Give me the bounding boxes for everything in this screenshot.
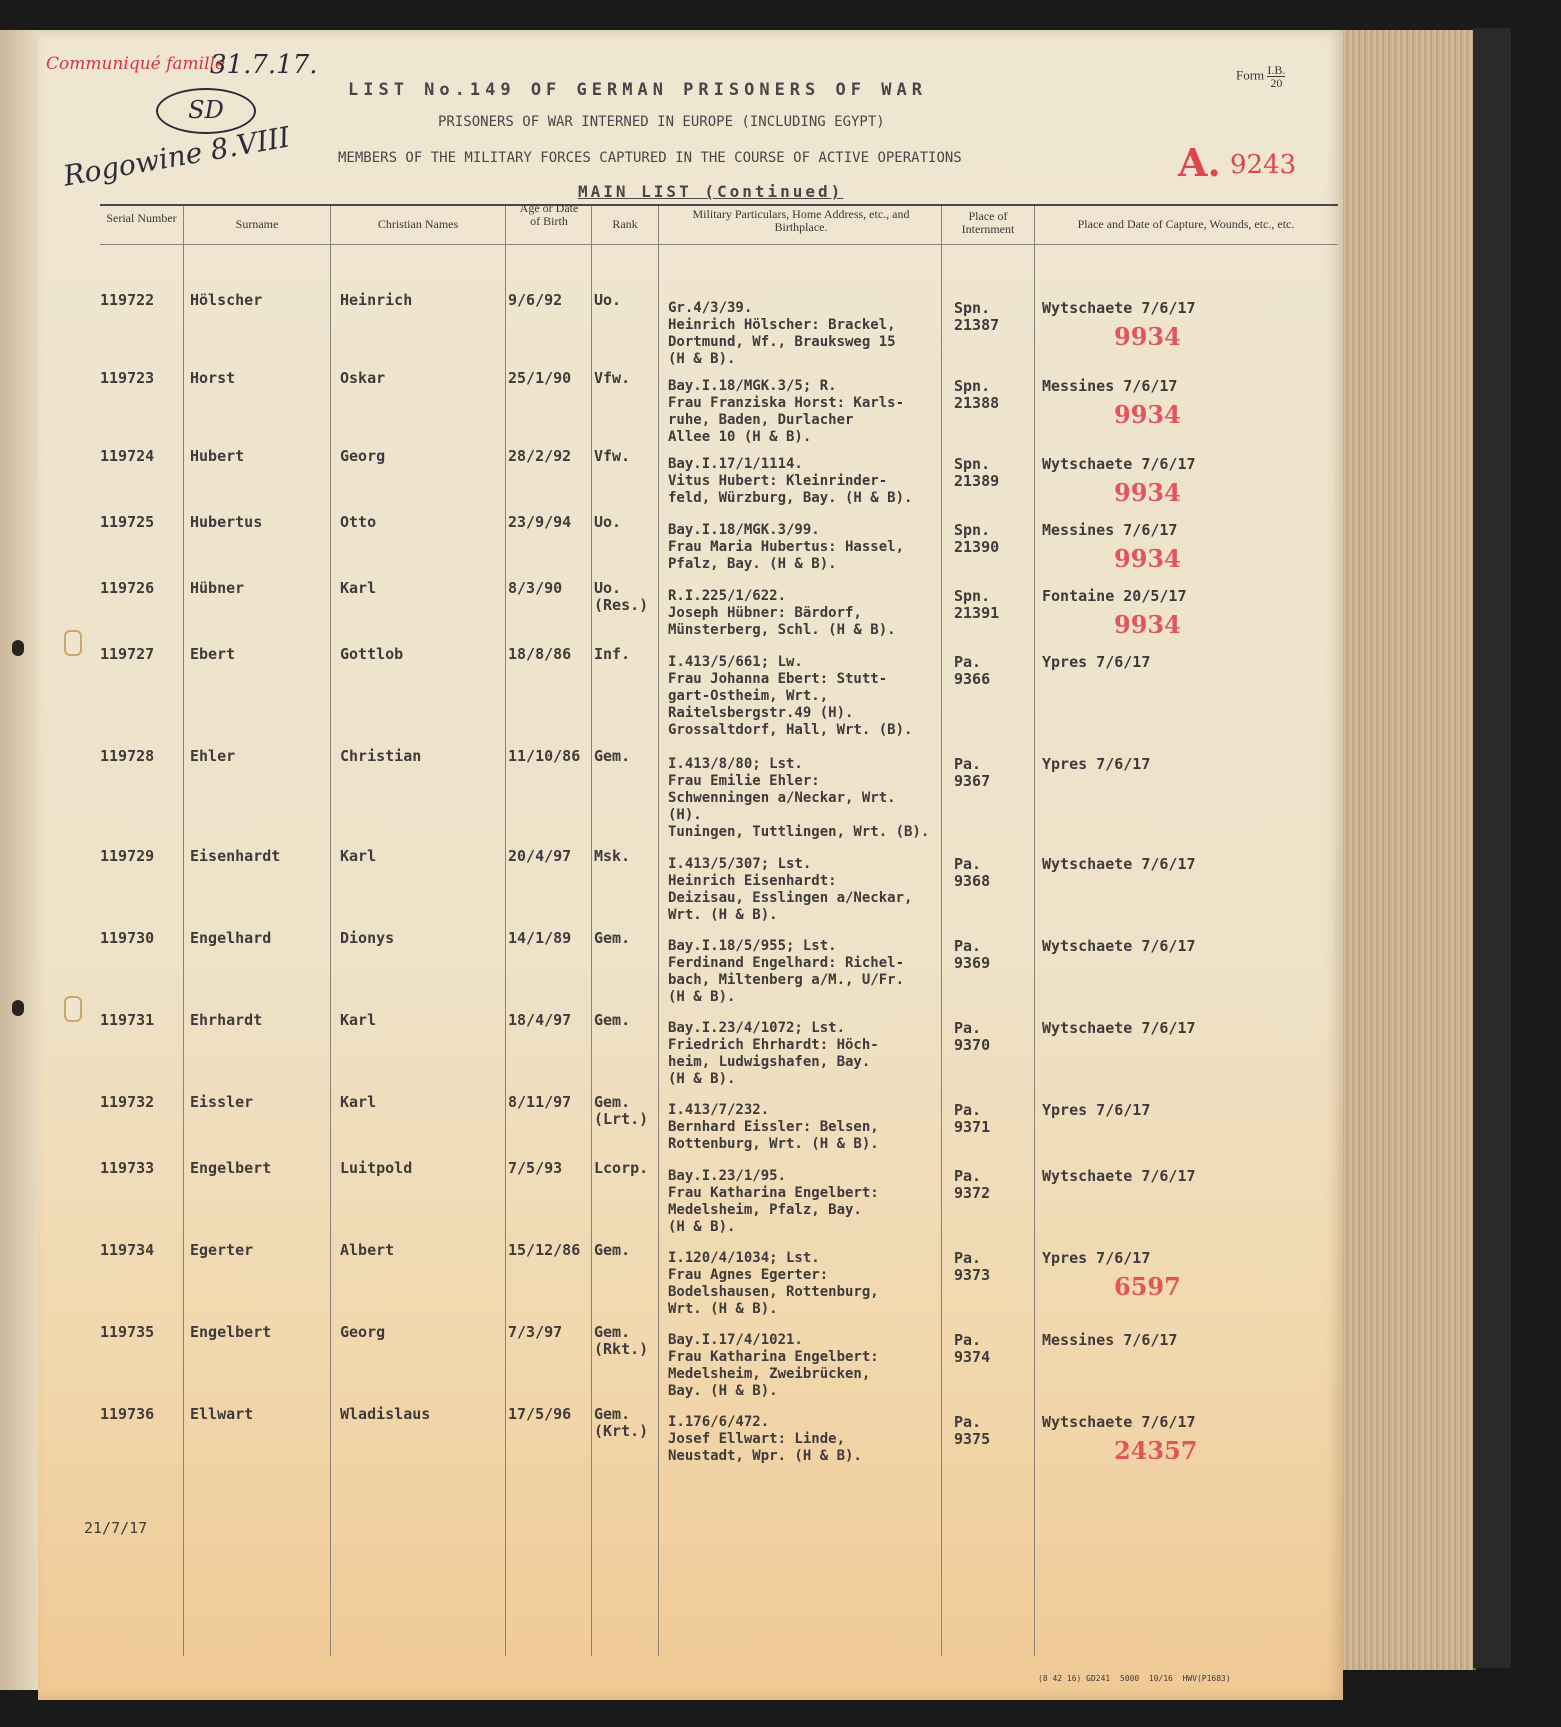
surname-cell: Eisenhardt <box>190 847 281 865</box>
christian-name-cell: Otto <box>340 513 377 531</box>
capture-cell: Messines 7/6/17 <box>1042 521 1178 539</box>
table-row <box>38 370 1343 450</box>
date-of-birth-cell: 9/6/92 <box>508 291 563 309</box>
internment-cell: Pa. 9375 <box>954 1413 991 1448</box>
surname-cell: Horst <box>190 369 236 387</box>
red-stamp-number: 9934 <box>1114 400 1181 429</box>
military-particulars-cell: Bay.I.18/5/955; Lst. Ferdinand Engelhard: Richel- bach, Miltenberg a/M., U/Fr. (H & B). <box>668 938 905 1005</box>
surname-cell: Engelbert <box>190 1323 272 1341</box>
capture-cell: Wytschaete 7/6/17 <box>1042 1019 1196 1037</box>
capture-cell: Ypres 7/6/17 <box>1042 1101 1151 1119</box>
surname-cell: Hübner <box>190 579 245 597</box>
rank-cell: Gem. <box>594 747 631 765</box>
surname-cell: Egerter <box>190 1241 254 1259</box>
table-row <box>38 1012 1343 1092</box>
military-particulars-cell: I.413/5/307; Lst. Heinrich Eisenhardt: Deizisau, Esslingen a/Neckar, Wrt. (H & B). <box>668 856 913 923</box>
internment-cell: Spn. 21389 <box>954 455 1000 490</box>
rank-cell: Lcorp. <box>594 1159 649 1177</box>
table-top-rule <box>100 204 1338 206</box>
table-row <box>38 1324 1343 1404</box>
date-of-birth-cell: 17/5/96 <box>508 1405 572 1423</box>
capture-cell: Ypres 7/6/17 <box>1042 653 1151 671</box>
surname-cell: Hubert <box>190 447 245 465</box>
serial-cell: 119732 <box>100 1093 155 1111</box>
surname-cell: Ellwart <box>190 1405 254 1423</box>
christian-name-cell: Karl <box>340 1011 377 1029</box>
date-of-birth-cell: 25/1/90 <box>508 369 572 387</box>
christian-name-cell: Georg <box>340 1323 386 1341</box>
col-header-internment: Place of Internment <box>961 209 1015 236</box>
main-list-heading: MAIN LIST (Continued) <box>578 182 844 201</box>
table-row <box>38 848 1343 928</box>
date-of-birth-cell: 20/4/97 <box>508 847 572 865</box>
col-header-surname: Surname <box>235 217 279 231</box>
serial-cell: 119729 <box>100 847 155 865</box>
internment-cell: Spn. 21390 <box>954 521 1000 556</box>
annotation-signature: Rogowine 8.VIII <box>60 120 293 193</box>
date-of-birth-cell: 7/3/97 <box>508 1323 563 1341</box>
col-header-age: Age or Date of Birth <box>519 201 579 228</box>
internment-cell: Pa. 9367 <box>954 755 991 790</box>
list-code-number: 9243 <box>1230 150 1297 180</box>
capture-cell: Messines 7/6/17 <box>1042 1331 1178 1349</box>
internment-cell: Pa. 9370 <box>954 1019 991 1054</box>
red-stamp-number: 9934 <box>1114 478 1181 507</box>
rank-cell: Gem. <box>594 929 631 947</box>
date-of-birth-cell: 18/8/86 <box>508 645 572 663</box>
surname-cell: Hölscher <box>190 291 263 309</box>
annotation-date: 31.7.17. <box>210 50 318 80</box>
red-stamp-number: 9934 <box>1114 610 1181 639</box>
rank-cell: Inf. <box>594 645 631 663</box>
military-particulars-cell: Bay.I.18/MGK.3/5; R. Frau Franziska Horst: Karls- ruhe, Baden, Durlacher Allee 10 (H & B). <box>668 378 905 445</box>
table-row <box>38 1406 1343 1486</box>
christian-name-cell: Georg <box>340 447 386 465</box>
serial-cell: 119731 <box>100 1011 155 1029</box>
date-of-birth-cell: 18/4/97 <box>508 1011 572 1029</box>
serial-cell: 119722 <box>100 291 155 309</box>
serial-cell: 119724 <box>100 447 155 465</box>
capture-cell: Wytschaete 7/6/17 <box>1042 299 1196 317</box>
serial-cell: 119736 <box>100 1405 155 1423</box>
date-of-birth-cell: 15/12/86 <box>508 1241 581 1259</box>
military-particulars-cell: Bay.I.23/1/95. Frau Katharina Engelbert: Medelsheim, Pfalz, Bay. (H & B). <box>668 1168 879 1235</box>
rank-cell: Uo. <box>594 291 622 309</box>
form-number-top: I.B. <box>1267 63 1286 77</box>
christian-name-cell: Karl <box>340 1093 377 1111</box>
surname-cell: Eissler <box>190 1093 254 1111</box>
christian-name-cell: Albert <box>340 1241 395 1259</box>
book-cover <box>1473 28 1511 1668</box>
christian-name-cell: Christian <box>340 747 422 765</box>
military-particulars-cell: I.413/5/661; Lw. Frau Johanna Ebert: Stutt- gart-Ostheim, Wrt., Raitelsbergstr.49 (H). Grossaltdorf, Hall, Wrt. (B). <box>668 654 913 738</box>
ledger-page <box>38 30 1343 1700</box>
capture-cell: Wytschaete 7/6/17 <box>1042 455 1196 473</box>
col-header-military: Military Particulars, Home Address, etc., and Birthplace. <box>692 207 910 234</box>
surname-cell: Engelhard <box>190 929 272 947</box>
table-row <box>38 1242 1343 1322</box>
capture-cell: Wytschaete 7/6/17 <box>1042 1167 1196 1185</box>
date-of-birth-cell: 8/3/90 <box>508 579 563 597</box>
date-of-birth-cell: 28/2/92 <box>508 447 572 465</box>
military-particulars-cell: Bay.I.18/MGK.3/99. Frau Maria Hubertus: Hassel, Pfalz, Bay. (H & B). <box>668 522 905 572</box>
capture-cell: Wytschaete 7/6/17 <box>1042 1413 1196 1431</box>
table-row <box>38 1160 1343 1240</box>
col-header-serial: Serial Number <box>106 211 177 225</box>
rank-cell: Vfw. <box>594 447 631 465</box>
surname-cell: Hubertus <box>190 513 263 531</box>
table-row <box>38 747 1343 840</box>
binding-hole <box>12 640 24 656</box>
serial-cell: 119734 <box>100 1241 155 1259</box>
rank-cell: Uo. <box>594 513 622 531</box>
christian-name-cell: Gottlob <box>340 645 404 663</box>
table-row <box>38 292 1343 372</box>
military-particulars-cell: Bay.I.23/4/1072; Lst. Friedrich Ehrhardt: Höch- heim, Ludwigshafen, Bay. (H & B). <box>668 1020 879 1087</box>
rank-cell: Gem. <box>594 1011 631 1029</box>
list-code-letter: A. <box>1178 140 1221 185</box>
red-stamp-number: 6597 <box>1114 1272 1181 1301</box>
capture-cell: Ypres 7/6/17 <box>1042 1249 1151 1267</box>
rank-cell: Gem. <box>594 1241 631 1259</box>
date-of-birth-cell: 11/10/86 <box>508 747 581 765</box>
serial-cell: 119728 <box>100 747 155 765</box>
serial-cell: 119725 <box>100 513 155 531</box>
christian-name-cell: Luitpold <box>340 1159 413 1177</box>
military-particulars-cell: Bay.I.17/1/1114. Vitus Hubert: Kleinrinder- feld, Würzburg, Bay. (H & B). <box>668 456 913 506</box>
military-particulars-cell: I.120/4/1034; Lst. Frau Agnes Egerter: Bodelshausen, Rottenburg, Wrt. (H & B). <box>668 1250 879 1317</box>
capture-cell: Messines 7/6/17 <box>1042 377 1178 395</box>
surname-cell: Ehrhardt <box>190 1011 263 1029</box>
capture-cell: Ypres 7/6/17 <box>1042 755 1151 773</box>
internment-cell: Spn. 21391 <box>954 587 1000 622</box>
serial-cell: 119733 <box>100 1159 155 1177</box>
red-stamp-number: 9934 <box>1114 322 1181 351</box>
print-code: (8 42 16) GD241 5000 10/16 HWV(P1683) <box>1038 1674 1231 1683</box>
capture-cell: Wytschaete 7/6/17 <box>1042 937 1196 955</box>
table-head-rule <box>100 244 1338 245</box>
red-stamp-number: 24357 <box>1114 1436 1198 1465</box>
rank-cell: Gem. (Rkt.) <box>594 1323 649 1358</box>
table-row <box>38 645 1343 738</box>
date-of-birth-cell: 23/9/94 <box>508 513 572 531</box>
capture-cell: Fontaine 20/5/17 <box>1042 587 1187 605</box>
internment-cell: Pa. 9371 <box>954 1101 991 1136</box>
serial-cell: 119735 <box>100 1323 155 1341</box>
form-number-bottom: 20 <box>1270 76 1283 90</box>
list-date: 21/7/17 <box>84 1519 148 1537</box>
serial-cell: 119726 <box>100 579 155 597</box>
serial-cell: 119727 <box>100 645 155 663</box>
serial-cell: 119730 <box>100 929 155 947</box>
internment-cell: Spn. 21387 <box>954 299 1000 334</box>
internment-cell: Pa. 9372 <box>954 1167 991 1202</box>
military-particulars-cell: Bay.I.17/4/1021. Frau Katharina Engelbert: Medelsheim, Zweibrücken, Bay. (H & B). <box>668 1332 879 1399</box>
left-page-edge <box>0 30 42 1690</box>
surname-cell: Ehler <box>190 747 236 765</box>
red-stamp-number: 9934 <box>1114 544 1181 573</box>
christian-name-cell: Oskar <box>340 369 386 387</box>
christian-name-cell: Karl <box>340 579 377 597</box>
christian-name-cell: Wladislaus <box>340 1405 431 1423</box>
list-title: LIST No.149 OF GERMAN PRISONERS OF WAR <box>348 80 927 100</box>
binding-hole <box>12 1000 24 1016</box>
col-header-rank: Rank <box>612 217 638 231</box>
col-header-christian: Christian Names <box>377 217 459 231</box>
christian-name-cell: Dionys <box>340 929 395 947</box>
internment-cell: Pa. 9373 <box>954 1249 991 1284</box>
christian-name-cell: Karl <box>340 847 377 865</box>
surname-cell: Engelbert <box>190 1159 272 1177</box>
date-of-birth-cell: 7/5/93 <box>508 1159 563 1177</box>
rank-cell: Msk. <box>594 847 631 865</box>
rank-cell: Gem. (Lrt.) <box>594 1093 649 1128</box>
surname-cell: Ebert <box>190 645 236 663</box>
annotation-initials: SD <box>156 88 256 134</box>
date-of-birth-cell: 14/1/89 <box>508 929 572 947</box>
form-number <box>1236 64 1285 89</box>
list-subtitle: PRISONERS OF WAR INTERNED IN EUROPE (INCLUDING EGYPT) <box>438 114 885 130</box>
capture-cell: Wytschaete 7/6/17 <box>1042 855 1196 873</box>
rank-cell: Vfw. <box>594 369 631 387</box>
rank-cell: Uo. (Res.) <box>594 579 649 614</box>
form-label: Form <box>1236 67 1265 83</box>
col-header-capture: Place and Date of Capture, Wounds, etc., etc. <box>1077 217 1295 231</box>
internment-cell: Spn. 21388 <box>954 377 1000 412</box>
internment-cell: Pa. 9366 <box>954 653 991 688</box>
military-particulars-cell: I.176/6/472. Josef Ellwart: Linde, Neustadt, Wpr. (H & B). <box>668 1414 862 1464</box>
list-subtitle-2: MEMBERS OF THE MILITARY FORCES CAPTURED IN THE COURSE OF ACTIVE OPERATIONS <box>338 150 962 166</box>
military-particulars-cell: I.413/8/80; Lst. Frau Emilie Ehler: Schwenningen a/Neckar, Wrt. (H). Tuningen, Tuttlingen, Wrt. (B). <box>668 756 930 840</box>
table-row <box>38 930 1343 1010</box>
serial-cell: 119723 <box>100 369 155 387</box>
annotation-communique: Communiqué famille <box>46 54 226 74</box>
internment-cell: Pa. 9374 <box>954 1331 991 1366</box>
rank-cell: Gem. (Krt.) <box>594 1405 649 1440</box>
page-edges <box>1343 30 1476 1670</box>
military-particulars-cell: Gr.4/3/39. Heinrich Hölscher: Brackel, Dortmund, Wf., Brauksweg 15 (H & B). <box>668 300 896 367</box>
internment-cell: Pa. 9368 <box>954 855 991 890</box>
date-of-birth-cell: 8/11/97 <box>508 1093 572 1111</box>
military-particulars-cell: I.413/7/232. Bernhard Eissler: Belsen, Rottenburg, Wrt. (H & B). <box>668 1102 879 1152</box>
military-particulars-cell: R.I.225/1/622. Joseph Hübner: Bärdorf, Münsterberg, Schl. (H & B). <box>668 588 896 638</box>
internment-cell: Pa. 9369 <box>954 937 991 972</box>
christian-name-cell: Heinrich <box>340 291 413 309</box>
